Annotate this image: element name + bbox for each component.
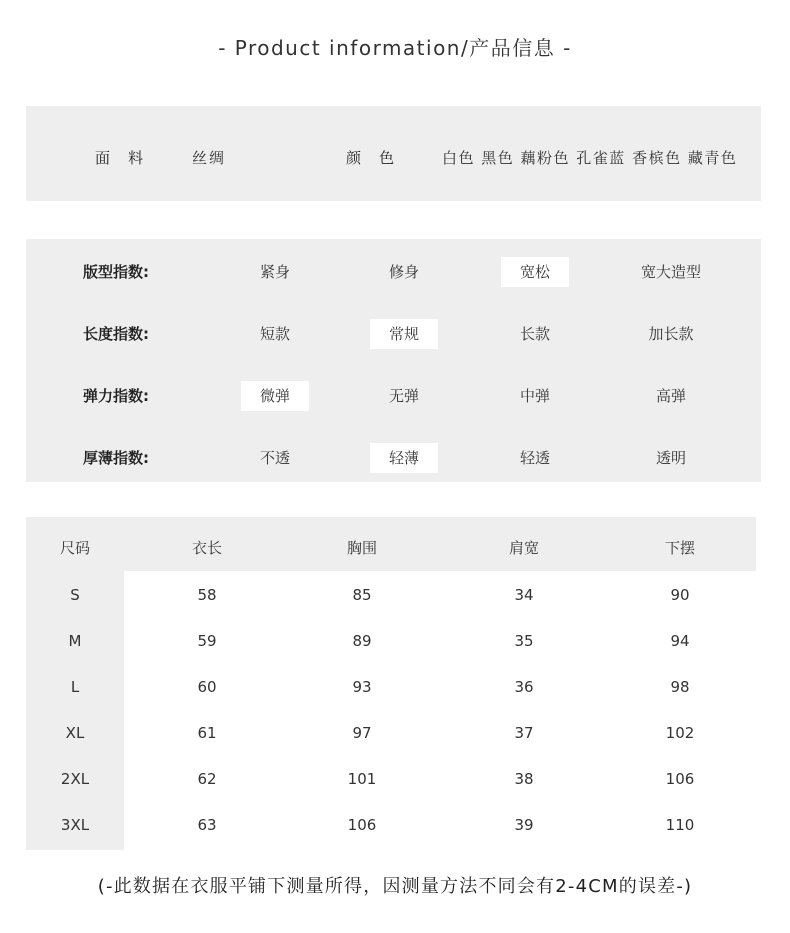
index-option: 透明 <box>655 449 686 467</box>
index-option: 中弹 <box>519 387 550 405</box>
size-table-cell: 63 <box>197 816 217 834</box>
thickness-index-row <box>26 443 761 473</box>
size-table-shoulder-header: 肩宽 <box>508 539 539 557</box>
size-table-chest-header: 胸围 <box>346 539 377 557</box>
index-option: 无弹 <box>388 387 419 405</box>
size-table-cell: 98 <box>670 678 690 696</box>
size-table-size-cell: L <box>70 678 80 696</box>
size-table-cell: 94 <box>670 632 690 650</box>
size-table-cell: 97 <box>352 724 372 742</box>
size-table-cell: 106 <box>347 816 377 834</box>
material-value: 丝绸 <box>192 149 227 167</box>
size-table-size-cell: XL <box>65 724 85 742</box>
size-table-size-cell: S <box>70 586 80 604</box>
size-table-cell: 59 <box>197 632 217 650</box>
size-table-size-cell: M <box>68 632 82 650</box>
fit-index-label: 版型指数: <box>83 263 149 281</box>
size-table-cell: 58 <box>197 586 217 604</box>
index-option: 高弹 <box>655 387 686 405</box>
size-table-cell: 35 <box>514 632 534 650</box>
index-option: 轻透 <box>519 449 550 467</box>
size-table-length-header: 衣长 <box>191 539 222 557</box>
size-table-size-cell: 2XL <box>60 770 90 788</box>
index-option: 不透 <box>259 449 290 467</box>
size-table-cell: 61 <box>197 724 217 742</box>
index-option: 加长款 <box>648 325 694 343</box>
index-option: 修身 <box>388 263 419 281</box>
size-table-cell: 89 <box>352 632 372 650</box>
material-panel <box>26 106 761 201</box>
index-option-selected: 轻薄 <box>370 443 438 473</box>
size-table-size-header: 尺码 <box>59 539 90 557</box>
size-table-cell: 60 <box>197 678 217 696</box>
index-panel <box>26 239 761 482</box>
index-option: 长款 <box>519 325 550 343</box>
index-option-selected: 常规 <box>370 319 438 349</box>
size-table-cell: 106 <box>665 770 695 788</box>
size-table-cell: 34 <box>514 586 534 604</box>
size-table-cell: 39 <box>514 816 534 834</box>
size-table-size-cell: 3XL <box>60 816 90 834</box>
length-index-row <box>26 319 761 349</box>
size-table-cell: 85 <box>352 586 372 604</box>
size-table-cell: 102 <box>665 724 695 742</box>
fit-index-row <box>26 257 761 287</box>
measurement-footnote: (-此数据在衣服平铺下测量所得，因测量方法不同会有2-4CM的误差-) <box>97 876 693 897</box>
size-table-cell: 90 <box>670 586 690 604</box>
index-option-selected: 微弹 <box>241 381 309 411</box>
size-table-cell: 38 <box>514 770 534 788</box>
elasticity-index-label: 弹力指数: <box>83 387 149 405</box>
index-option: 短款 <box>259 325 290 343</box>
size-table-hem-header: 下摆 <box>664 539 695 557</box>
material-label: 面料 <box>95 149 162 167</box>
index-option: 紧身 <box>259 263 290 281</box>
index-option-selected: 宽松 <box>501 257 569 287</box>
color-value: 白色 黑色 藕粉色 孔雀蓝 香槟色 藏青色 <box>442 149 738 167</box>
size-table-cell: 37 <box>514 724 534 742</box>
color-label: 颜色 <box>346 149 413 167</box>
thickness-index-label: 厚薄指数: <box>83 449 149 467</box>
page-title: - Product information/产品信息 - <box>218 36 572 60</box>
length-index-label: 长度指数: <box>83 325 149 343</box>
elasticity-index-row <box>26 381 761 411</box>
size-table-cell: 110 <box>665 816 695 834</box>
index-option: 宽大造型 <box>640 263 701 281</box>
size-table-cell: 93 <box>352 678 372 696</box>
size-table-cell: 36 <box>514 678 534 696</box>
size-table-cell: 62 <box>197 770 217 788</box>
size-table-cell: 101 <box>347 770 377 788</box>
